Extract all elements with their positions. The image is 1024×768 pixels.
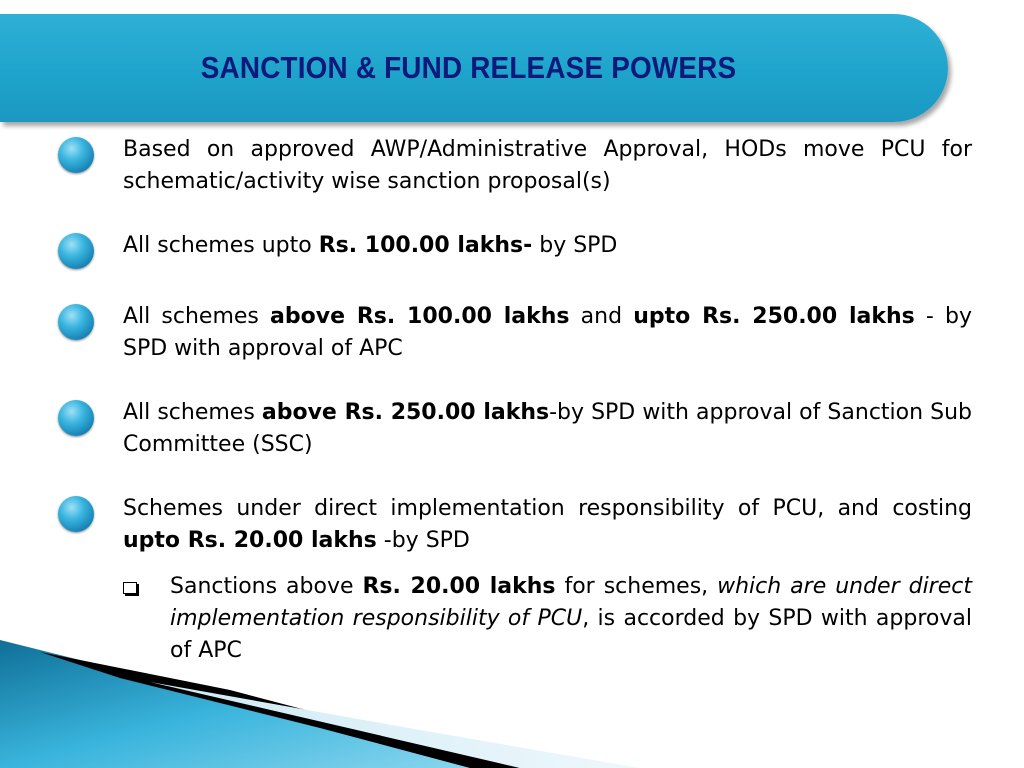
bullet-text-2: All schemes upto Rs. 100.00 lakhs- by SPD	[123, 233, 618, 258]
circle-bullet-icon	[58, 496, 94, 532]
bullet-text-1: Based on approved AWP/Administrative Approval, HODs move PCU for schematic/activity wise sanction proposal(s)	[123, 137, 972, 194]
circle-bullet-icon	[58, 400, 94, 436]
circle-bullet-icon	[58, 137, 94, 173]
bullet-text-4: All schemes above Rs. 250.00 lakhs-by SPD with approval of Sanction Sub Committee (SSC)	[123, 400, 972, 457]
slide-title: SANCTION & FUND RELEASE POWERS	[201, 50, 737, 85]
square-bullet-icon	[123, 582, 137, 594]
corner-swoosh-decoration	[0, 640, 640, 768]
circle-bullet-icon	[58, 304, 94, 340]
circle-bullet-icon	[58, 233, 94, 269]
bullet-item-1	[58, 134, 972, 198]
title-banner	[0, 14, 948, 122]
bullet-text-5: Schemes under direct implementation responsibility of PCU, and costing upto Rs. 20.00 lakhs -by SPD	[123, 496, 972, 553]
bullet-item-3	[58, 301, 972, 365]
bullet-item-5	[58, 493, 972, 557]
bullet-list	[58, 134, 972, 667]
bullet-item-4	[58, 397, 972, 461]
bullet-item-2	[58, 230, 972, 269]
bullet-text-3: All schemes above Rs. 100.00 lakhs and upto Rs. 250.00 lakhs - by SPD with approval of APC	[123, 304, 972, 361]
sub-bullet-text: Sanctions above Rs. 20.00 lakhs for schemes, which are under direct implementation responsibility of PCU, is accorded by SPD with approval of APC	[170, 574, 972, 663]
